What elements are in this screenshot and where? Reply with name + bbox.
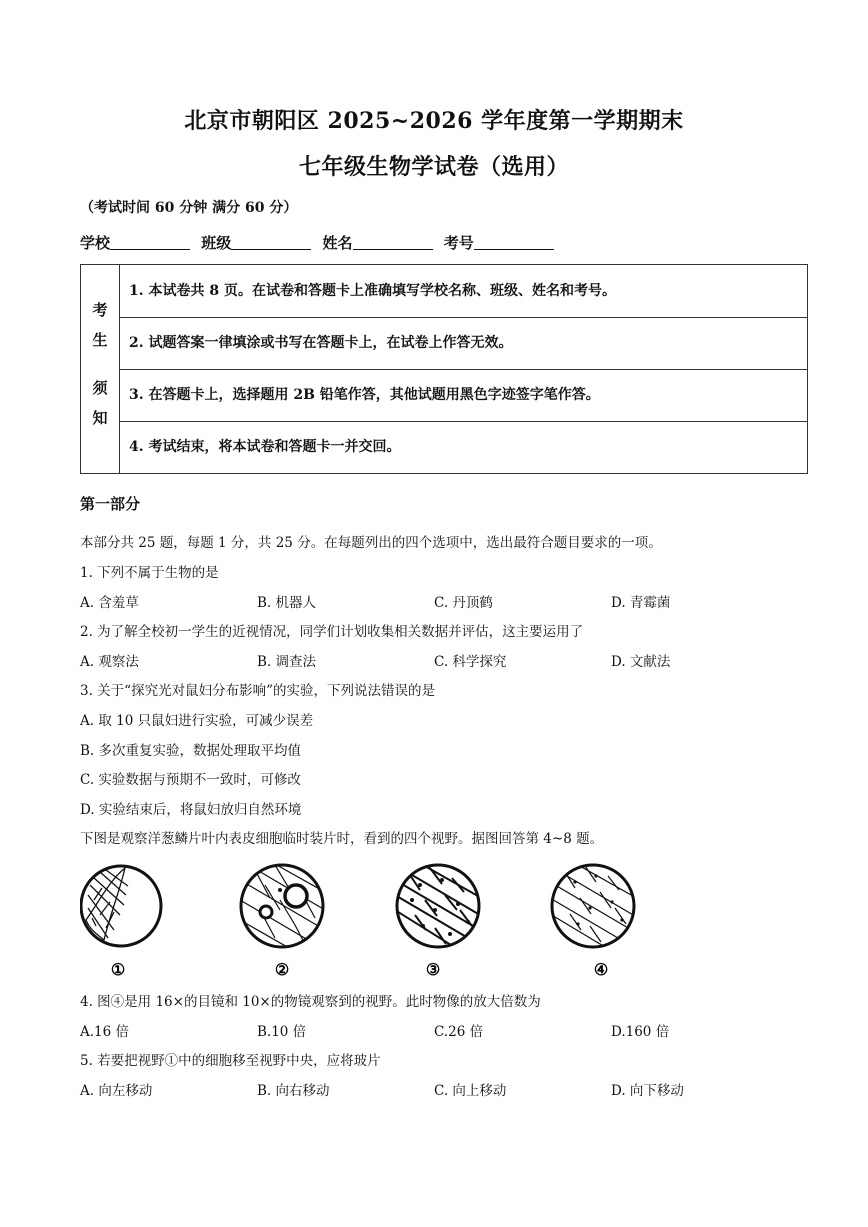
exam-notice-table	[80, 264, 808, 474]
notice-item	[120, 369, 807, 422]
answer-option[interactable]: A. 向左移动	[80, 1083, 153, 1099]
answer-option[interactable]: D. 青霉菌	[611, 595, 671, 611]
section-title: 第一部分	[80, 495, 141, 513]
section-intro: 本部分共 25 题，每题 1 分，共 25 分。在每题列出的四个选项中，选出最符合题目要求的一项。	[80, 535, 662, 551]
notice-item-text: 2. 试题答案一律填涂或书写在答题卡上，在试卷上作答无效。	[129, 335, 513, 351]
field-class-blank[interactable]	[231, 235, 311, 250]
microscope-views-figure	[80, 860, 720, 980]
answer-option[interactable]: A.16 倍	[80, 1024, 130, 1040]
answer-option[interactable]: C. 科学探究	[434, 654, 507, 670]
field-class-label: 班级	[201, 234, 232, 252]
question-stem: 2. 为了解全校初一学生的近视情况，同学们计划收集相关数据并评估，这主要运用了	[80, 624, 584, 640]
notice-item	[120, 265, 807, 318]
figure-label: ③	[425, 960, 441, 979]
view-3-dense-cells	[395, 860, 490, 960]
view-4-clear-cells	[550, 860, 645, 962]
answer-option[interactable]: D. 文献法	[611, 654, 671, 670]
figure-label: ④	[593, 960, 609, 979]
answer-option[interactable]: D.160 倍	[611, 1024, 670, 1040]
question-stem: 4. 图④是用 16×的目镜和 10×的物镜观察到的视野。此时物像的放大倍数为	[80, 994, 541, 1010]
field-name-label: 姓名	[322, 234, 353, 252]
answer-option[interactable]: B. 向右移动	[257, 1083, 330, 1099]
field-school-blank[interactable]	[110, 235, 190, 250]
notice-side-char: 考	[92, 301, 108, 319]
answer-option[interactable]: C. 实验数据与预期不一致时，可修改	[80, 772, 301, 788]
figure-label: ②	[274, 960, 290, 979]
notice-side-char: 生	[92, 331, 108, 349]
field-id-blank[interactable]	[474, 235, 554, 250]
question-stem: 3. 关于“探究光对鼠妇分布影响”的实验，下列说法错误的是	[80, 683, 435, 699]
view-1-cells	[81, 866, 161, 946]
answer-option[interactable]: D. 实验结束后，将鼠妇放归自然环境	[80, 802, 302, 818]
view-2-cells-with-bubbles	[240, 860, 330, 960]
answer-option[interactable]: B. 调查法	[257, 654, 317, 670]
figure-label: ①	[110, 960, 126, 979]
notice-item	[120, 421, 807, 473]
notice-side-char: 知	[92, 409, 108, 427]
answer-option[interactable]: C. 丹顶鹤	[434, 595, 493, 611]
answer-option[interactable]: B. 多次重复实验，数据处理取平均值	[80, 743, 302, 759]
answer-option[interactable]: A. 取 10 只鼠妇进行实验，可减少误差	[80, 713, 314, 729]
answer-option[interactable]: C. 向上移动	[434, 1083, 507, 1099]
question-stem: 1. 下列不属于生物的是	[80, 565, 219, 581]
answer-option[interactable]: B.10 倍	[257, 1024, 307, 1040]
exam-info: （考试时间 60 分钟 满分 60 分）	[80, 200, 298, 216]
notice-side-label	[81, 265, 120, 473]
notice-side-char: 须	[92, 379, 108, 397]
answer-option[interactable]: B. 机器人	[257, 595, 317, 611]
exam-title-line1: 北京市朝阳区 2025~2026 学年度第一学期期末	[184, 108, 684, 134]
answer-option[interactable]: C.26 倍	[434, 1024, 484, 1040]
field-id-label: 考号	[443, 234, 474, 252]
answer-option[interactable]: A. 含羞草	[80, 595, 139, 611]
field-school-label: 学校	[80, 234, 111, 252]
notice-item	[120, 317, 807, 370]
answer-option[interactable]: D. 向下移动	[611, 1083, 684, 1099]
notice-item-text: 3. 在答题卡上，选择题用 2B 铅笔作答，其他试题用黑色字迹签字笔作答。	[129, 387, 600, 403]
notice-item-text: 4. 考试结束，将本试卷和答题卡一并交回。	[129, 439, 401, 455]
answer-option[interactable]: A. 观察法	[80, 654, 139, 670]
field-name-blank[interactable]	[353, 235, 433, 250]
exam-title-line2: 七年级生物学试卷（选用）	[298, 154, 569, 180]
notice-item-text: 1. 本试卷共 8 页。在试卷和答题卡上准确填写学校名称、班级、姓名和考号。	[129, 283, 616, 299]
question-stem: 5. 若要把视野①中的细胞移至视野中央，应将玻片	[80, 1053, 381, 1069]
figure-intro: 下图是观察洋葱鳞片叶内表皮细胞临时装片时，看到的四个视野。据图回答第 4~8 题。	[80, 831, 604, 847]
student-info-fields	[80, 232, 560, 253]
